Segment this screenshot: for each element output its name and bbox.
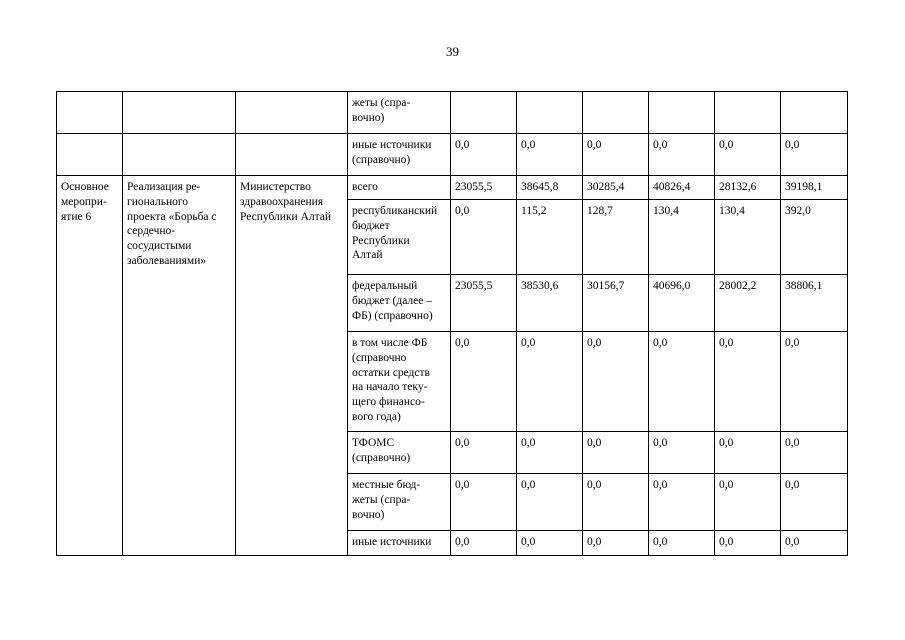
value-cell: 0,0 [451,332,517,432]
value-cell: 38806,1 [781,275,848,332]
value-cell [451,92,517,134]
source-cell: местные бюд- жеты (спра- вочно) [348,474,451,531]
table-row [57,176,848,200]
value-cell: 0,0 [781,432,848,474]
value-cell: 0,0 [781,474,848,531]
value-cell: 38530,6 [517,275,583,332]
value-cell: 0,0 [781,134,848,176]
value-cell: 0,0 [649,134,715,176]
budget-table [56,91,848,556]
value-cell: 0,0 [517,134,583,176]
code-cell [57,134,123,176]
value-cell: 115,2 [517,200,583,275]
value-cell: 0,0 [781,531,848,556]
value-cell [517,92,583,134]
source-cell: республиканский бюджет Республики Алтай [348,200,451,275]
value-cell: 0,0 [715,432,781,474]
value-cell: 40826,4 [649,176,715,200]
value-cell: 38645,8 [517,176,583,200]
value-cell: 0,0 [649,531,715,556]
activity-code: Основное меропри- ятие 6 [57,176,123,556]
value-cell: 0,0 [583,474,649,531]
value-cell: 0,0 [649,432,715,474]
value-cell: 0,0 [583,332,649,432]
name-cell [123,134,236,176]
value-cell [715,92,781,134]
value-cell: 0,0 [583,134,649,176]
value-cell: 0,0 [583,432,649,474]
executor-cell [236,92,348,134]
value-cell: 0,0 [781,332,848,432]
value-cell: 0,0 [517,332,583,432]
name-cell [123,92,236,134]
source-cell: иные источники [348,531,451,556]
source-cell: федеральный бюджет (далее – ФБ) (справочно) [348,275,451,332]
value-cell: 0,0 [715,134,781,176]
value-cell: 28002,2 [715,275,781,332]
page-number: 39 [446,44,459,59]
activity-executor: Министерство здравоохранения Республики Алтай [236,176,348,556]
value-cell: 0,0 [517,531,583,556]
value-cell: 23055,5 [451,176,517,200]
value-cell: 28132,6 [715,176,781,200]
source-cell: ТФОМС (справочно) [348,432,451,474]
value-cell: 0,0 [451,474,517,531]
activity-name: Реализация ре- гионального проекта «Борьба с сердечно- сосудистыми заболеваниями» [123,176,236,556]
source-cell: в том числе ФБ (справочно остатки средств на начало теку- щего финансо- вого года) [348,332,451,432]
value-cell: 0,0 [451,531,517,556]
value-cell: 23055,5 [451,275,517,332]
value-cell: 0,0 [649,474,715,531]
value-cell: 30156,7 [583,275,649,332]
value-cell: 130,4 [649,200,715,275]
value-cell: 0,0 [517,432,583,474]
value-cell [781,92,848,134]
value-cell: 0,0 [451,200,517,275]
value-cell: 392,0 [781,200,848,275]
source-cell: жеты (спра- вочно) [348,92,451,134]
value-cell: 30285,4 [583,176,649,200]
value-cell [649,92,715,134]
source-cell: всего [348,176,451,200]
code-cell [57,92,123,134]
value-cell: 128,7 [583,200,649,275]
value-cell: 0,0 [517,474,583,531]
executor-cell [236,134,348,176]
value-cell: 0,0 [451,134,517,176]
value-cell: 39198,1 [781,176,848,200]
value-cell: 130,4 [715,200,781,275]
value-cell [583,92,649,134]
value-cell: 0,0 [715,474,781,531]
value-cell: 0,0 [451,432,517,474]
value-cell: 0,0 [583,531,649,556]
table-row [57,134,848,176]
table-row [57,92,848,134]
source-cell: иные источники (справочно) [348,134,451,176]
value-cell: 0,0 [715,531,781,556]
value-cell: 0,0 [715,332,781,432]
value-cell: 40696,0 [649,275,715,332]
value-cell: 0,0 [649,332,715,432]
